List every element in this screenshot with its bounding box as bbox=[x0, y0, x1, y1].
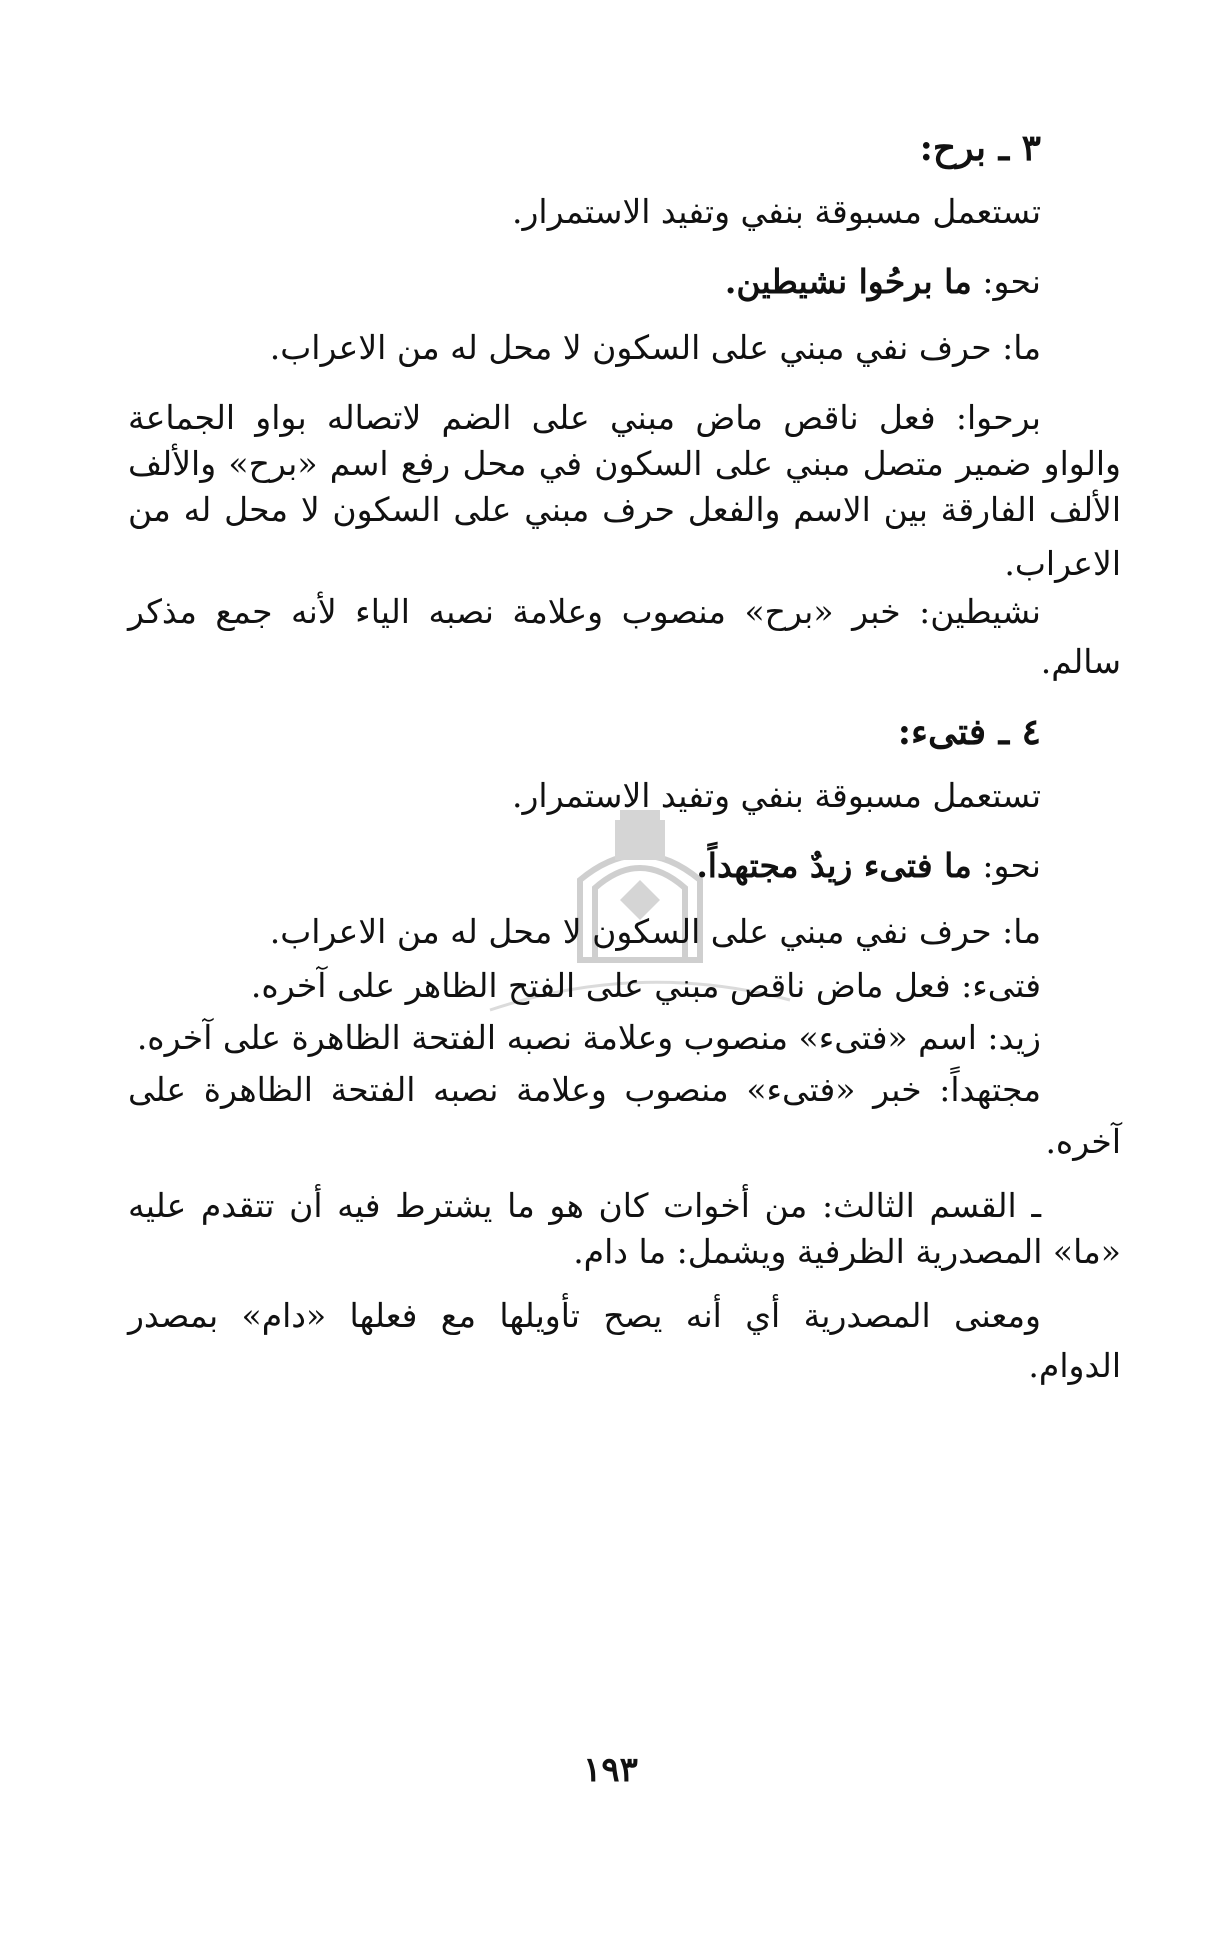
parse-line: نشيطين: خبر «برح» منصوب وعلامة نصبه الياء لأنه جمع مذكر bbox=[128, 592, 1041, 631]
parse-line: برحوا: فعل ناقص ماض مبني على الضم لاتصاله بواو الجماعة bbox=[128, 398, 1041, 437]
example-label: نحو: bbox=[982, 846, 1041, 885]
page-number: ١٩٣ bbox=[583, 1750, 638, 1790]
usage-line: تستعمل مسبوقة بنفي وتفيد الاستمرار. bbox=[511, 192, 1041, 231]
parse-line: الألف الفارقة بين الاسم والفعل حرف مبني على السكون لا محل له من bbox=[128, 490, 1121, 529]
parse-line: الاعراب. bbox=[1004, 544, 1121, 583]
parse-line: ما: حرف نفي مبني على السكون لا محل له من الاعراب. bbox=[269, 328, 1041, 367]
parse-line: فتىء: فعل ماض ناقص مبني على الفتح الظاهر على آخره. bbox=[250, 966, 1041, 1005]
closing-line: ومعنى المصدرية أي أنه يصح تأويلها مع فعلها «دام» بمصدر bbox=[128, 1296, 1041, 1335]
closing-line: «ما» المصدرية الظرفية ويشمل: ما دام. bbox=[573, 1232, 1121, 1271]
parse-line: سالم. bbox=[1040, 642, 1121, 681]
example-label: نحو: bbox=[982, 262, 1041, 301]
parse-line: آخره. bbox=[1045, 1122, 1121, 1161]
example-text: ما برحُوا نشيطين. bbox=[724, 262, 972, 301]
parse-line: والواو ضمير متصل مبني على السكون في محل رفع اسم «برح» والألف bbox=[128, 444, 1121, 483]
example-line bbox=[150, 262, 1041, 302]
parse-line: زيد: اسم «فتىء» منصوب وعلامة نصبه الفتحة الظاهرة على آخره. bbox=[136, 1018, 1041, 1057]
parse-line: مجتهداً: خبر «فتىء» منصوب وعلامة نصبه الفتحة الظاهرة على bbox=[128, 1070, 1041, 1109]
closing-line: ـ القسم الثالث: من أخوات كان هو ما يشترط فيه أن تتقدم عليه bbox=[128, 1186, 1041, 1225]
usage-line: تستعمل مسبوقة بنفي وتفيد الاستمرار. bbox=[511, 776, 1041, 815]
section-heading-bariha: ٣ ـ برح: bbox=[919, 127, 1041, 169]
example-text: ما فتىء زيدٌ مجتهداً. bbox=[696, 846, 972, 885]
example-line bbox=[150, 846, 1041, 886]
closing-line: الدوام. bbox=[1028, 1346, 1121, 1385]
parse-line: ما: حرف نفي مبني على السكون لا محل له من الاعراب. bbox=[269, 912, 1041, 951]
section-heading-fatia: ٤ ـ فتىء: bbox=[897, 711, 1041, 753]
